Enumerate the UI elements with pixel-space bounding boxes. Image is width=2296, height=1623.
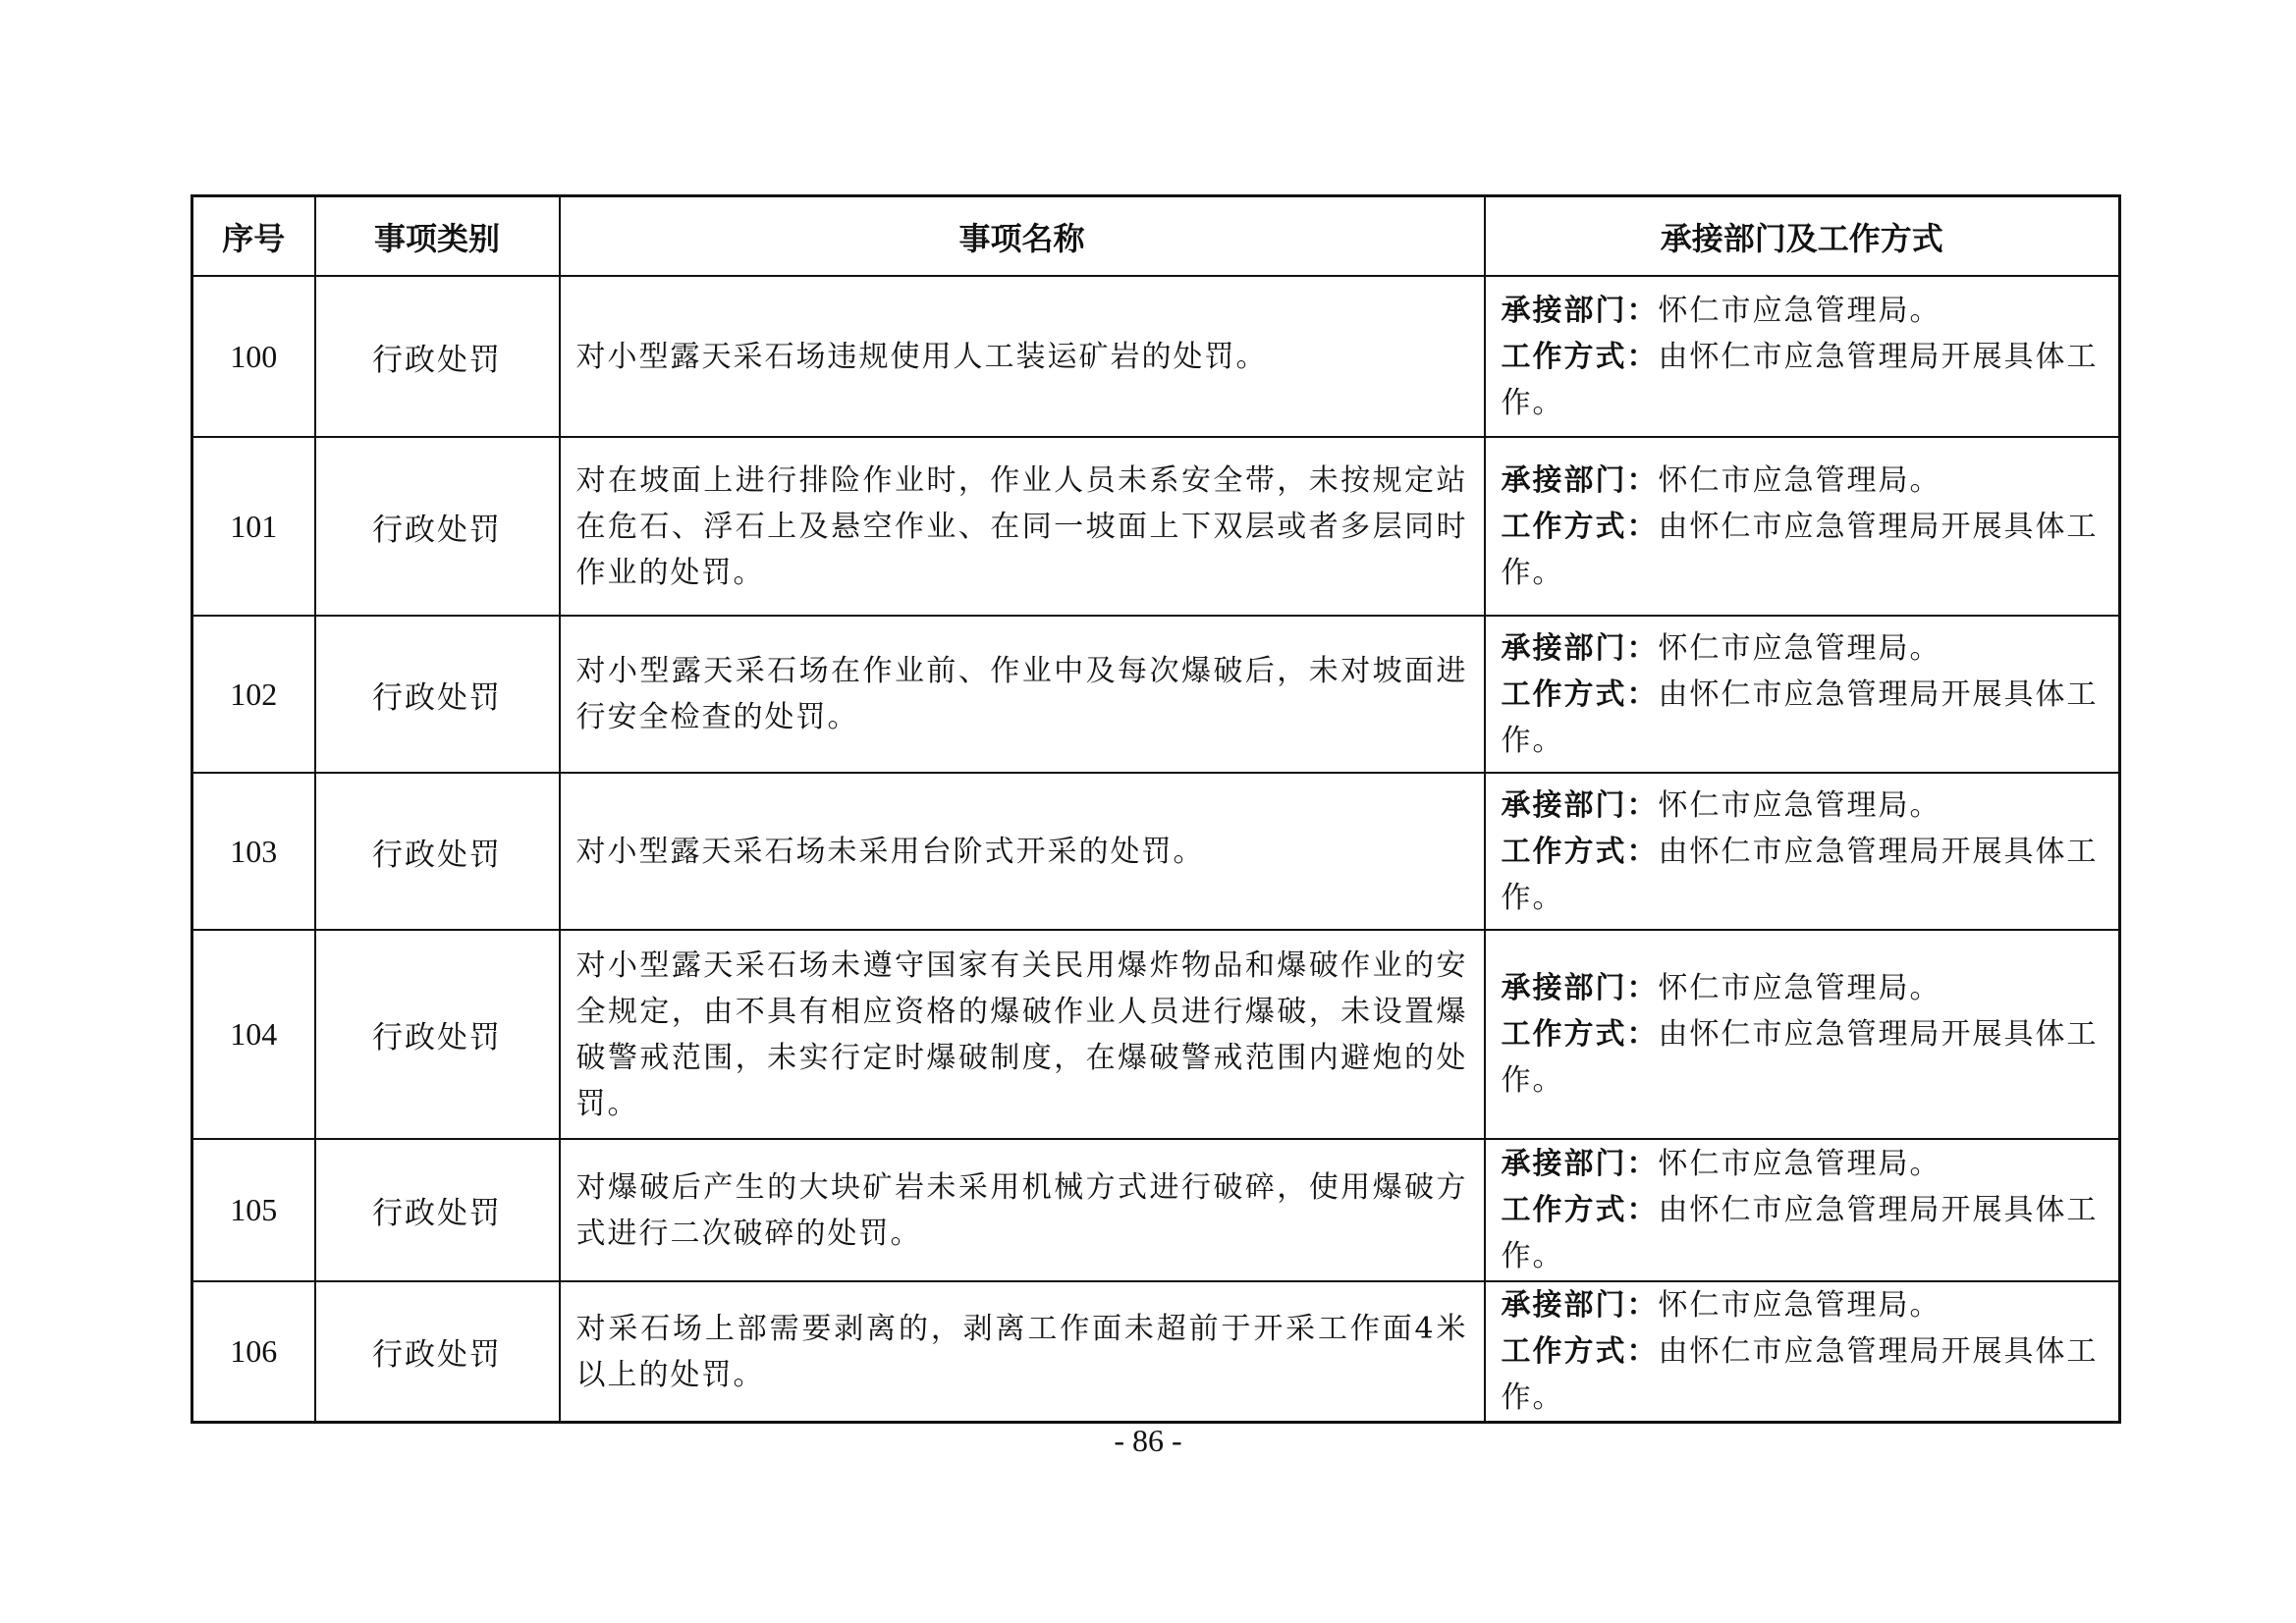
method-label: 工作方式： xyxy=(1501,676,1659,712)
table-row xyxy=(192,930,2120,1139)
dept-label: 承接部门： xyxy=(1501,971,1659,1005)
row-dept xyxy=(1485,616,2120,773)
method-value: 由怀仁市应急管理局开展具体工作。 xyxy=(1501,339,2099,420)
method-value: 由怀仁市应急管理局开展具体工作。 xyxy=(1501,676,2099,758)
dept-value: 怀仁市应急管理局。 xyxy=(1658,787,1941,823)
row-dept xyxy=(1485,1281,2120,1423)
row-name: 对在坡面上进行排险作业时，作业人员未系安全带，未按规定站在危石、浮石上及悬空作业、在同一坡面上下双层或者多层同时作业的处罚。 xyxy=(560,437,1485,616)
method-label: 工作方式： xyxy=(1501,1017,1659,1052)
method-label: 工作方式： xyxy=(1501,339,1659,374)
method-value: 由怀仁市应急管理局开展具体工作。 xyxy=(1501,1017,2099,1098)
row-dept xyxy=(1485,773,2120,930)
row-category: 行政处罚 xyxy=(315,1139,560,1281)
dept-label: 承接部门： xyxy=(1501,1147,1659,1181)
dept-label: 承接部门： xyxy=(1501,787,1659,823)
matters-table xyxy=(191,194,2121,1424)
method-value: 由怀仁市应急管理局开展具体工作。 xyxy=(1501,1193,2099,1273)
row-name: 对爆破后产生的大块矿岩未采用机械方式进行破碎，使用爆破方式进行二次破碎的处罚。 xyxy=(560,1139,1485,1281)
dept-value: 怀仁市应急管理局。 xyxy=(1658,293,1941,328)
method-value: 由怀仁市应急管理局开展具体工作。 xyxy=(1501,1334,2099,1415)
row-seq: 100 xyxy=(192,276,315,437)
row-category: 行政处罚 xyxy=(315,1281,560,1423)
dept-value: 怀仁市应急管理局。 xyxy=(1658,1288,1941,1323)
header-dept: 承接部门及工作方式 xyxy=(1485,196,2120,277)
table-row xyxy=(192,616,2120,773)
dept-value: 怀仁市应急管理局。 xyxy=(1658,630,1941,666)
table-row xyxy=(192,276,2120,437)
row-seq: 106 xyxy=(192,1281,315,1423)
header-category: 事项类别 xyxy=(315,196,560,277)
dept-label: 承接部门： xyxy=(1501,630,1659,666)
row-seq: 101 xyxy=(192,437,315,616)
row-seq: 102 xyxy=(192,616,315,773)
row-name: 对采石场上部需要剥离的，剥离工作面未超前于开采工作面4米以上的处罚。 xyxy=(560,1281,1485,1423)
method-label: 工作方式： xyxy=(1501,1193,1659,1227)
dept-label: 承接部门： xyxy=(1501,1288,1659,1323)
table-header-row xyxy=(192,196,2120,277)
row-name: 对小型露天采石场未遵守国家有关民用爆炸物品和爆破作业的安全规定，由不具有相应资格的爆破作业人员进行爆破，未设置爆破警戒范围，未实行定时爆破制度，在爆破警戒范围内避炮的处罚。 xyxy=(560,930,1485,1139)
row-dept xyxy=(1485,930,2120,1139)
dept-value: 怀仁市应急管理局。 xyxy=(1658,971,1941,1005)
row-dept xyxy=(1485,1139,2120,1281)
row-name: 对小型露天采石场未采用台阶式开采的处罚。 xyxy=(560,773,1485,930)
row-category: 行政处罚 xyxy=(315,773,560,930)
dept-value: 怀仁市应急管理局。 xyxy=(1658,462,1941,498)
row-dept xyxy=(1485,437,2120,616)
row-name: 对小型露天采石场违规使用人工装运矿岩的处罚。 xyxy=(560,276,1485,437)
method-label: 工作方式： xyxy=(1501,509,1659,544)
method-label: 工作方式： xyxy=(1501,834,1659,869)
method-label: 工作方式： xyxy=(1501,1334,1659,1369)
table-row xyxy=(192,773,2120,930)
dept-label: 承接部门： xyxy=(1501,293,1659,328)
row-category: 行政处罚 xyxy=(315,616,560,773)
row-dept xyxy=(1485,276,2120,437)
method-value: 由怀仁市应急管理局开展具体工作。 xyxy=(1501,509,2099,590)
row-name: 对小型露天采石场在作业前、作业中及每次爆破后，未对坡面进行安全检查的处罚。 xyxy=(560,616,1485,773)
table-row xyxy=(192,437,2120,616)
method-value: 由怀仁市应急管理局开展具体工作。 xyxy=(1501,834,2099,915)
dept-value: 怀仁市应急管理局。 xyxy=(1658,1147,1941,1181)
table-row xyxy=(192,1281,2120,1423)
header-name: 事项名称 xyxy=(560,196,1485,277)
row-seq: 103 xyxy=(192,773,315,930)
row-category: 行政处罚 xyxy=(315,437,560,616)
row-category: 行政处罚 xyxy=(315,276,560,437)
table-row xyxy=(192,1139,2120,1281)
header-seq: 序号 xyxy=(192,196,315,277)
dept-label: 承接部门： xyxy=(1501,462,1659,498)
row-category: 行政处罚 xyxy=(315,930,560,1139)
row-seq: 105 xyxy=(192,1139,315,1281)
row-seq: 104 xyxy=(192,930,315,1139)
page-number: - 86 - xyxy=(1114,1423,1182,1458)
